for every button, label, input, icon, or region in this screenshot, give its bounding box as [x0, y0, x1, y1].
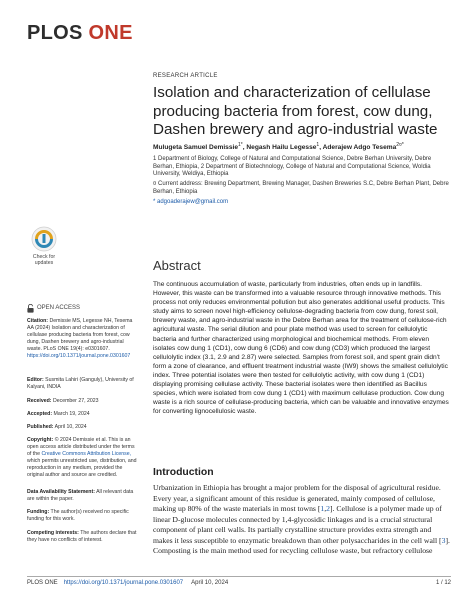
received-block	[27, 398, 139, 405]
author-affil-sup: 1*	[238, 142, 243, 148]
funding-text: The author(s) received no specific funding for this work.	[27, 509, 129, 522]
current-address: ¤ Current address: Brewing Department, Brewing Manager, Dashen Breweries S.C, Debre Berhan Plant, Debre Berhan, Ethiopia	[153, 181, 449, 195]
intro-text-part: Urbanization in Ethiopia has brought a major problem for the disposal of agricultural residue. Every year, a significant amount of this residue is generated, mainly composed of cellulose, making up 80% of the waste materials in most towns [	[153, 483, 441, 513]
cc-license-link[interactable]: Creative Commons Attribution License,	[41, 450, 132, 457]
accepted-date: March 19, 2024	[53, 411, 90, 417]
ref-separator: ,	[324, 504, 327, 513]
funding-label: Funding:	[27, 509, 50, 515]
check-updates-line1: Check for	[32, 254, 56, 260]
logo-plos: PLOS	[27, 22, 83, 44]
intro-text-part: ]. Composting is the main method used for recycling cellulose waste, but refractory cellulose	[153, 535, 450, 555]
page-number: 1 / 12	[435, 580, 451, 586]
affiliation-text: 1 Department of Biology, College of Natural and Computational Science, Debre Berhan University, Debre Berhan, Ethiopia, 2 Department of Biotechnology, College of Natural and Computational Science, Woldia University, Weldiya, Ethiopia	[153, 156, 432, 178]
citation-text: Demissie MS, Legesse NH, Tesema AA (2024) Isolation and characterization of cellulase producing bacteria from forest, cow dung, Dashen brewery and agro-industrial waste. PLoS ONE 19(4): e0301607.	[27, 318, 133, 352]
footer-divider	[27, 576, 451, 577]
citation-label: Citation:	[27, 318, 49, 324]
competing-interests-label: Competing interests:	[27, 530, 79, 536]
footer-doi-link[interactable]: https://doi.org/10.1371/journal.pone.0301607	[63, 580, 184, 586]
data-availability-text: All relevant data are within the paper.	[27, 489, 134, 502]
accepted-label: Accepted:	[27, 411, 53, 417]
journal-logo	[27, 22, 133, 45]
article-title: Isolation and characterization of cellulase producing bacteria from forest, cow dung, Dashen brewery and agro-industrial waste	[153, 84, 438, 138]
introduction-heading: Introduction	[153, 467, 214, 478]
received-date: December 27, 2023	[52, 398, 99, 404]
open-access-label: OPEN ACCESS	[37, 305, 81, 312]
check-updates-line2: updates	[34, 260, 54, 266]
author-name[interactable]: Aderajew Adgo Tesema	[322, 144, 397, 152]
article-type: RESEARCH ARTICLE	[153, 73, 218, 79]
data-availability-label: Data Availability Statement:	[27, 489, 95, 495]
competing-interests-block	[27, 530, 139, 544]
accepted-block	[27, 411, 139, 418]
abstract-heading: Abstract	[153, 258, 201, 273]
open-lock-icon	[27, 304, 34, 313]
copyright-block	[27, 437, 139, 478]
affiliations	[153, 156, 451, 209]
citation-doi-link[interactable]: https://doi.org/10.1371/journal.pone.0301607	[27, 352, 131, 359]
copyright-label: Copyright:	[27, 437, 54, 443]
intro-text-part: ]. Cellulose is a polymer made up of linear D-glucose molecules connected by 1,4-glycosidic linkages and is a crucial structural component of plant cell walls. Its partially crystalline structure provides extra strength and makes it less susceptible to enzymatic breakdown than other polysaccharides in the cell wall [	[153, 504, 442, 545]
footer-date: April 10, 2024	[191, 580, 229, 586]
author-affil-sup: 1	[316, 142, 320, 148]
check-updates-icon	[31, 226, 57, 252]
citation-block	[27, 318, 139, 359]
open-access-badge	[27, 304, 139, 313]
copyright-text: © 2024 Demissie et al. This is an open access article distributed under the terms of the	[27, 437, 135, 457]
reference-link[interactable]: 3	[441, 535, 446, 545]
author-name[interactable]: Mulugeta Samuel Demissie	[153, 144, 239, 152]
published-date: April 10, 2024	[54, 424, 87, 430]
logo-one: ONE	[88, 22, 133, 44]
introduction-text	[153, 483, 451, 557]
funding-block	[27, 509, 139, 523]
author-name[interactable]: Negash Hailu Legesse	[246, 144, 317, 152]
editor-label: Editor:	[27, 377, 44, 383]
competing-interests-text: The authors declare that they have no conflicts of interest.	[27, 530, 137, 543]
published-label: Published:	[27, 424, 54, 430]
footer-journal: PLOS ONE	[27, 580, 58, 586]
check-for-updates-badge[interactable]	[27, 226, 61, 266]
data-availability-block	[27, 489, 139, 503]
published-block	[27, 424, 139, 431]
copyright-text-end: which permits unrestricted use, distribution, and reproduction in any medium, provided the original author and source are credited.	[27, 457, 137, 478]
reference-link[interactable]: 1	[320, 504, 325, 513]
author-list: Mulugeta Samuel Demissie$^{1*}$, Negash Hailu Legesse$^1$, Aderajew Adgo Tesema$^{2¤*}$	[153, 142, 404, 152]
abstract-text: The continuous accumulation of waste, particularly from industries, often ends up in landfills. However, this waste can be transformed into a valuable resource through innovative methods. This process not only reduces environmental pollution but also generates additional useful products. This study aims to screen novel high-efficiency cellulose-degrading bacteria from cow dung, forest soil, brewery waste, and agro-industrial waste in the Debre Berhan area for the treatment of cellulose-rich agricultural waste. The serial dilution and pour plate method was used to screen for cellulolytic bacteria and further characterized using morphological and biochemical methods. From eleven isolates cow dung 1 (CD1), cow dung 6 (CD6) and cow dung (CD3) which produced the largest cellulolytic index (3.1, 2.9 and 2.87) were selected. Samples from forest soil, and spent grain didn't form a zone of clearance, and effluent treatment industrial waste (IW9) shows the smallest cellulolytic index. Three potential isolates were then tested for cellulolytic activity, with cow dung 1 (CD1) displaying promising cellulase activity. These bacterial isolates were then identified as Bacillus species, which were isolated from cow dung 1 (CD1) with maximum cellulase production. Cow dung waste is a rich source of cellulase-producing bacteria, which can be valuable and innovative enzymes for converting lignocellulosic waste.	[153, 281, 449, 416]
editor-block	[27, 377, 139, 391]
corresponding-email[interactable]: * adgoaderajew@gmail.com	[153, 198, 229, 205]
editor-text: Susmita Lahiri (Ganguly), University of Kalyani, INDIA	[27, 377, 134, 390]
author-affil-sup: 2¤*	[396, 142, 404, 148]
page-footer	[27, 580, 451, 586]
reference-link[interactable]: 2	[326, 504, 330, 513]
received-label: Received:	[27, 398, 52, 404]
